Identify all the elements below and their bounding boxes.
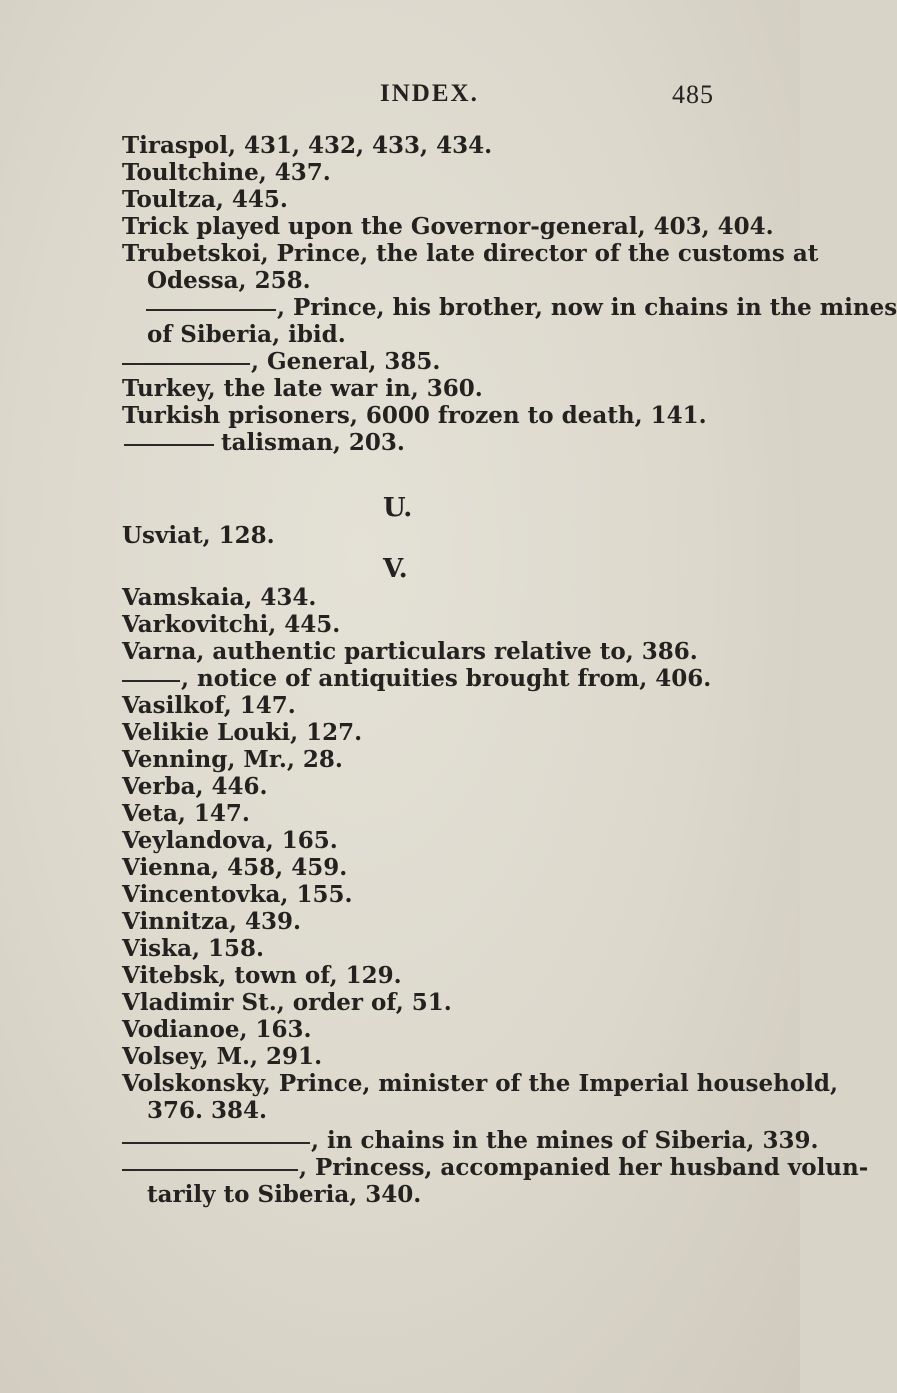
index-subentry: , notice of antiquities brought from, 406. <box>122 665 711 692</box>
section-letter-v: V. <box>383 554 408 584</box>
ditto-dash <box>122 1169 298 1171</box>
index-entry: Volskonsky, Prince, minister of the Imperial household, <box>122 1070 839 1097</box>
index-entry: Venning, Mr., 28. <box>122 746 343 773</box>
ditto-dash <box>146 309 276 311</box>
index-entry: Vincentovka, 155. <box>122 881 353 908</box>
index-entry: Velikie Louki, 127. <box>122 719 363 746</box>
index-entry: Vienna, 458, 459. <box>122 854 348 881</box>
ditto-dash <box>122 363 250 365</box>
index-entry: Veylandova, 165. <box>122 827 338 854</box>
index-entry: Trick played upon the Governor-general, 403, 404. <box>122 213 774 240</box>
index-entry: Turkey, the late war in, 360. <box>122 375 483 402</box>
index-entry: Turkish prisoners, 6000 frozen to death, 141. <box>122 402 707 429</box>
index-subentry: talisman, 203. <box>124 429 405 456</box>
index-entry: Varna, authentic particulars relative to, 386. <box>122 638 698 665</box>
index-entry: Verba, 446. <box>122 773 268 800</box>
ditto-dash <box>122 1142 310 1144</box>
index-entry: Tiraspol, 431, 432, 433, 434. <box>122 132 493 159</box>
index-entry: Varkovitchi, 445. <box>122 611 341 638</box>
index-entry: Viska, 158. <box>122 935 264 962</box>
index-entry: Vasilkof, 147. <box>122 692 296 719</box>
index-entry: Vinnitza, 439. <box>122 908 301 935</box>
index-entry: Toultchine, 437. <box>122 159 331 186</box>
index-entry-continuation: Odessa, 258. <box>147 267 311 294</box>
index-subentry: , Prince, his brother, now in chains in the mines <box>146 294 897 321</box>
index-entry: Vladimir St., order of, 51. <box>122 989 452 1016</box>
section-letter-u: U. <box>383 493 413 523</box>
index-entry-continuation: tarily to Siberia, 340. <box>147 1181 422 1208</box>
page-header <box>0 80 800 120</box>
index-subentry: , General, 385. <box>122 348 440 375</box>
index-entry-continuation: of Siberia, ibid. <box>147 321 346 348</box>
index-entry: Vitebsk, town of, 129. <box>122 962 402 989</box>
index-entry: Vamskaia, 434. <box>122 584 317 611</box>
index-subentry: , in chains in the mines of Siberia, 339. <box>122 1127 818 1154</box>
index-entry: Vodianoe, 163. <box>122 1016 312 1043</box>
index-entry: Veta, 147. <box>122 800 250 827</box>
index-entry-continuation: 376. 384. <box>147 1097 268 1124</box>
index-entry: Usviat, 128. <box>122 522 275 549</box>
index-entry: Volsey, M., 291. <box>122 1043 323 1070</box>
running-head: INDEX. <box>380 80 479 107</box>
page-number: 485 <box>672 80 714 109</box>
index-entry: Toultza, 445. <box>122 186 288 213</box>
index-subentry: , Princess, accompanied her husband volun- <box>122 1154 868 1181</box>
index-entry: Trubetskoi, Prince, the late director of the customs at <box>122 240 819 267</box>
ditto-dash <box>124 444 214 446</box>
ditto-dash <box>122 680 180 682</box>
